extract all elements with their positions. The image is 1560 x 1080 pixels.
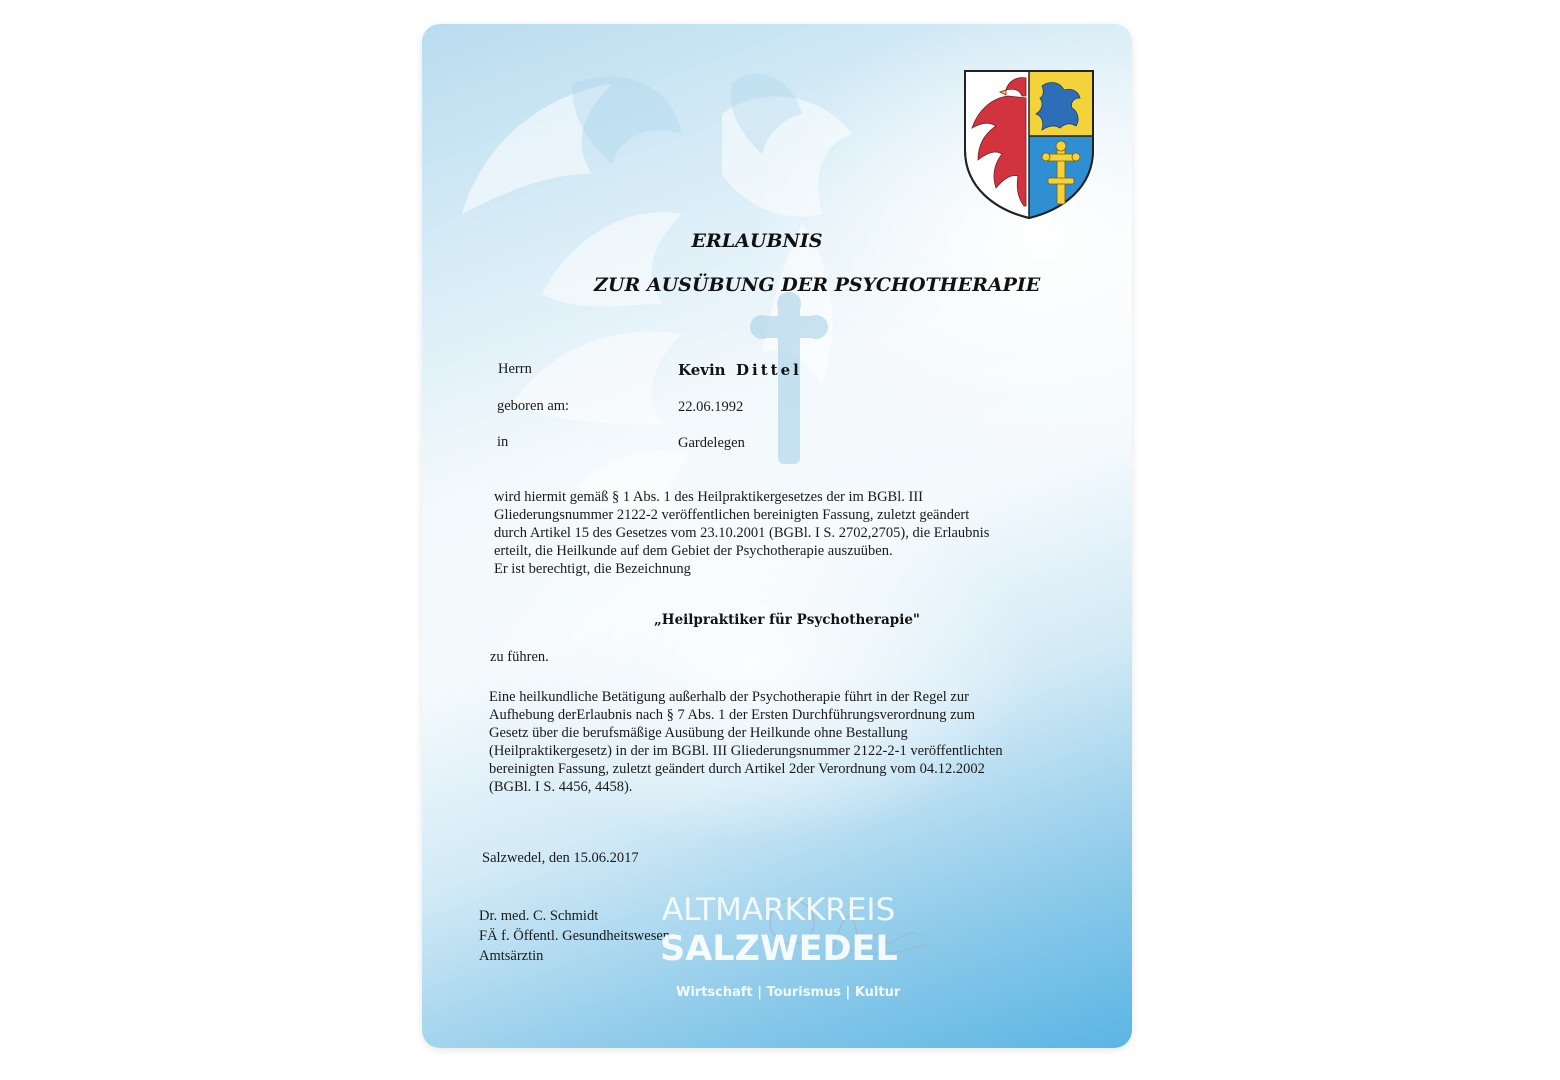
zu-fuehren-text: zu führen. — [490, 649, 549, 665]
paragraph-line: Eine heilkundliche Betätigung außerhalb der Psychotherapie führt in der Regel zur — [489, 689, 969, 705]
signatory-block — [479, 906, 670, 966]
paragraph-line: Aufhebung derErlaubnis nach § 7 Abs. 1 der Ersten Durchführungsverordnung zum — [489, 707, 976, 723]
professional-designation: „Heilpraktiker für Psychotherapie" — [654, 612, 920, 628]
coat-of-arms-icon — [962, 68, 1096, 220]
signatory-line: Dr. med. C. Schmidt — [479, 908, 599, 924]
birth-place-value: Gardelegen — [678, 435, 745, 451]
paragraph-line: wird hiermit gemäß § 1 Abs. 1 des Heilpraktikergesetzes der im BGBl. III — [494, 489, 923, 505]
district-logo-line1: ALTMARKKREIS — [662, 892, 896, 928]
signatory-line: FÄ f. Öffentl. Gesundheitswesen — [479, 928, 671, 944]
paragraph-line: Gesetz über die berufsmäßige Ausübung der Heilkunde ohne Bestallung — [489, 725, 908, 741]
district-logo-tagline: Wirtschaft | Tourismus | Kultur — [676, 985, 901, 1000]
paragraph-line: (BGBl. I S. 4456, 4458). — [489, 779, 633, 795]
birth-place-label: in — [497, 434, 509, 450]
certificate-document — [422, 24, 1132, 1048]
birth-date-value: 22.06.1992 — [678, 399, 744, 415]
signatory-line: Amtsärztin — [479, 948, 544, 964]
notice-paragraph — [489, 688, 1003, 796]
birth-date-label: geboren am: — [497, 398, 570, 414]
paragraph-line: Gliederungsnummer 2122-2 veröffentlichen bereinigten Fassung, zuletzt geändert — [494, 507, 970, 523]
paragraph-line: durch Artikel 15 des Gesetzes vom 23.10.2001 (BGBl. I S. 2702,2705), die Erlaubnis — [494, 525, 990, 541]
certificate-subtitle: ZUR AUSÜBUNG DER PSYCHOTHERAPIE — [594, 274, 1041, 296]
paragraph-line: bereinigten Fassung, zuletzt geändert durch Artikel 2der Verordnung vom 04.12.2002 — [489, 761, 985, 777]
permission-paragraph — [494, 488, 989, 578]
district-logo-line2: SALZWEDEL — [660, 929, 898, 969]
holder-name — [678, 361, 802, 379]
paragraph-line: Er ist berechtigt, die Bezeichnung — [494, 561, 691, 577]
salutation-label: Herrn — [498, 361, 532, 377]
place-date: Salzwedel, den 15.06.2017 — [482, 850, 639, 866]
certificate-title: ERLAUBNIS — [691, 230, 823, 252]
holder-last-name: Dittel — [736, 361, 802, 379]
holder-first-name: Kevin — [678, 361, 726, 379]
paragraph-line: (Heilpraktikergesetz) in der im BGBl. III Gliederungsnummer 2122-2-1 veröffentlichten — [489, 743, 1003, 759]
paragraph-line: erteilt, die Heilkunde auf dem Gebiet der Psychotherapie auszuüben. — [494, 543, 893, 559]
